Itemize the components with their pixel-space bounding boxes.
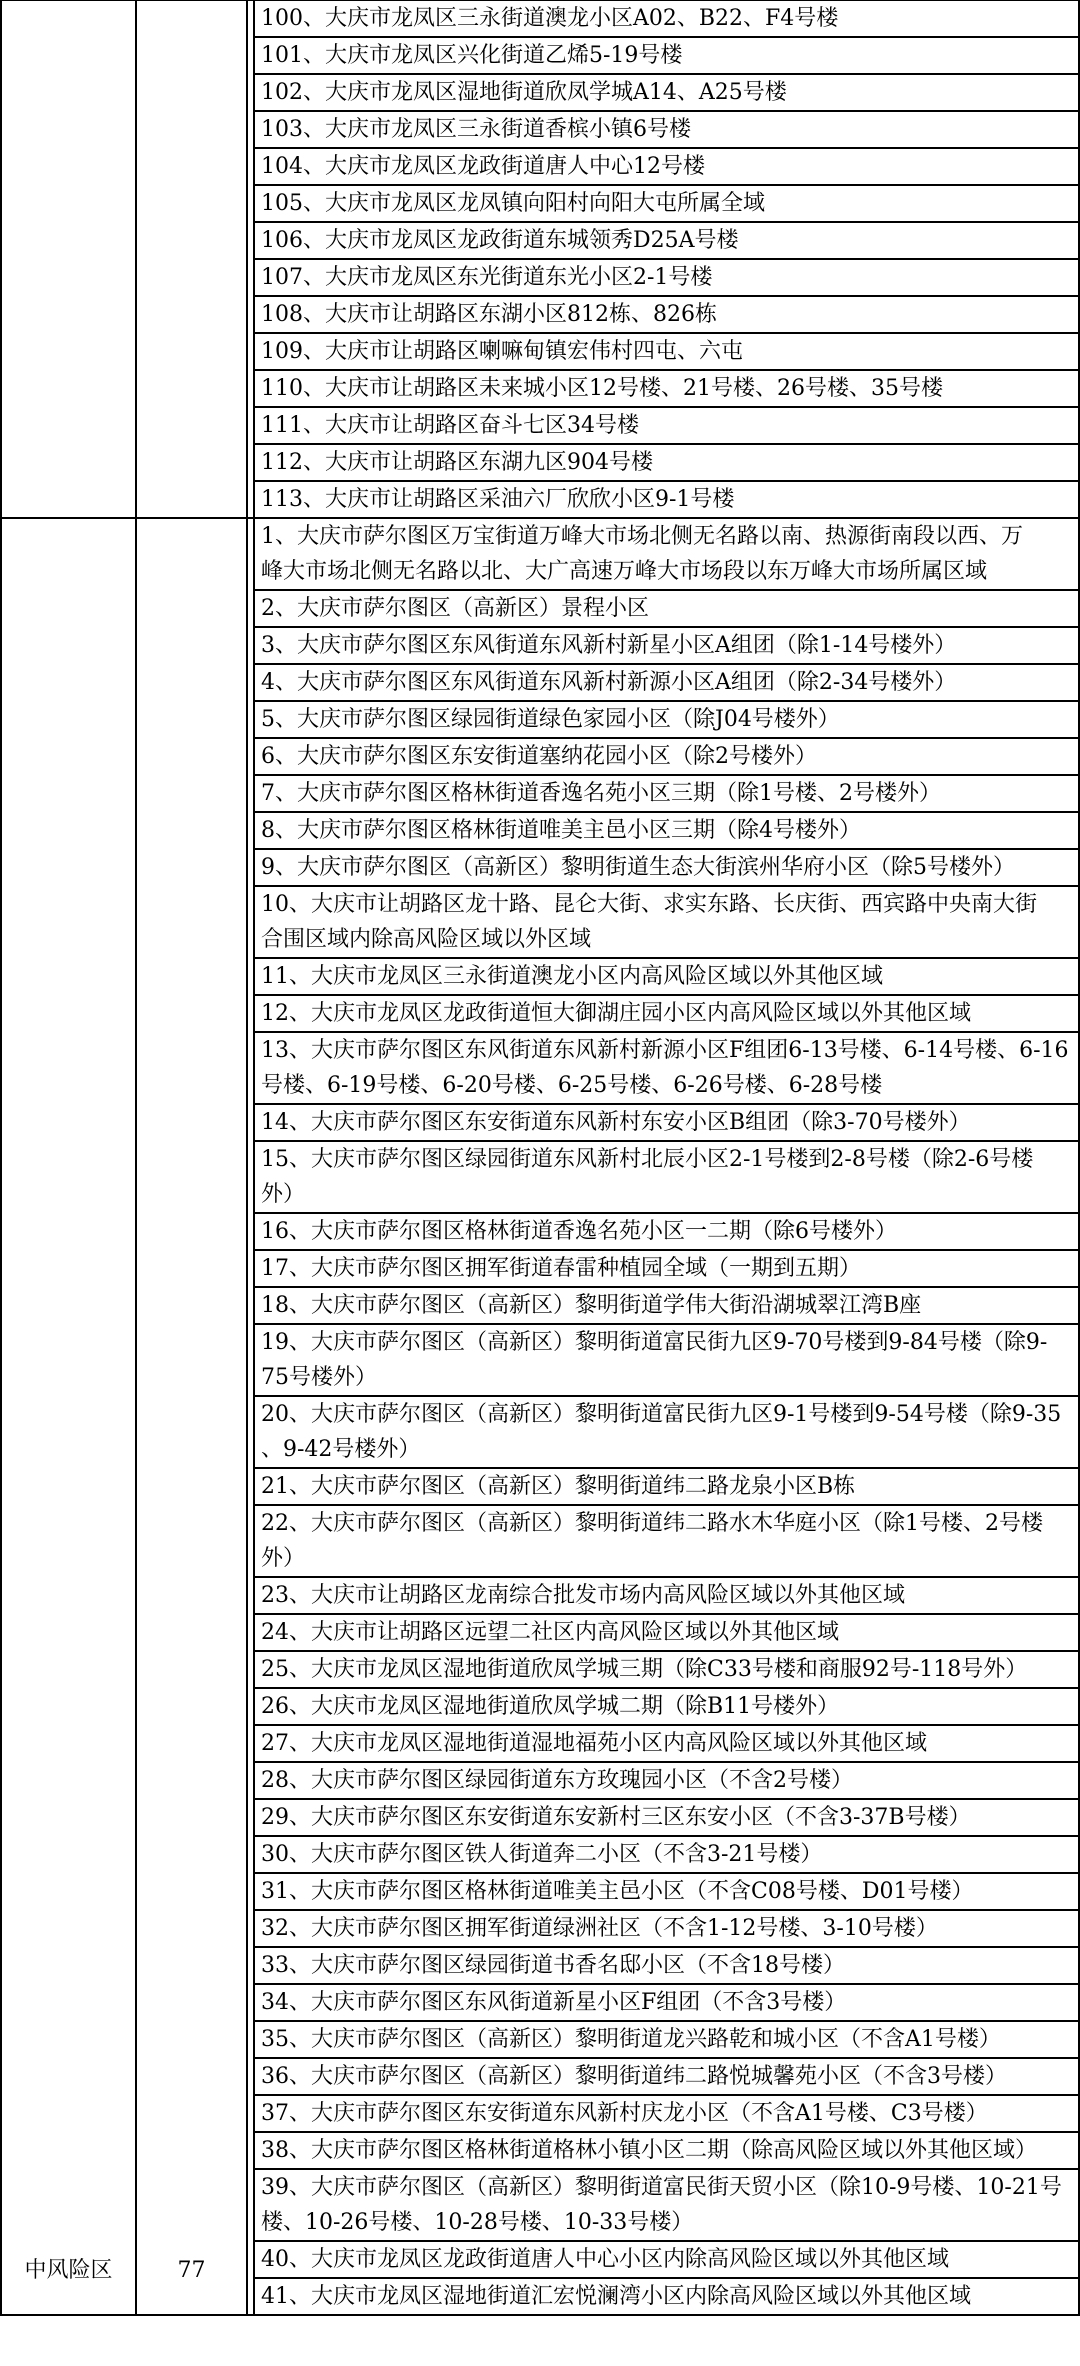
area-description-line: 37、大庆市萨尔图区东安街道东风新村庆龙小区（不含A1号楼、C3号楼） [261, 2101, 988, 2126]
area-description-cell [254, 1032, 1079, 1104]
area-description-line: 峰大市场北侧无名路以北、大广高速万峰大市场段以东万峰大市场所属区域 [261, 559, 988, 584]
area-description-line: 1、大庆市萨尔图区万宝街道万峰大市场北侧无名路以南、热源街南段以西、万 [261, 524, 1023, 549]
area-description-line: 107、大庆市龙凤区东光街道东光小区2-1号楼 [261, 265, 713, 290]
area-description-cell [254, 2278, 1079, 2315]
area-description-cell [254, 296, 1079, 333]
area-description-cell [254, 1213, 1079, 1250]
area-description-cell [254, 1947, 1079, 1984]
area-description-line: 4、大庆市萨尔图区东风街道东风新村新源小区A组团（除2-34号楼外） [261, 670, 957, 695]
area-description-line: 35、大庆市萨尔图区（高新区）黎明街道龙兴路乾和城小区（不含A1号楼） [261, 2027, 1001, 2052]
area-description-line: 30、大庆市萨尔图区铁人街道奔二小区（不含3-21号楼） [261, 1842, 823, 1867]
table-row [1, 518, 1079, 590]
area-description-cell [254, 1799, 1079, 1836]
area-description-cell [254, 1984, 1079, 2021]
area-description-cell [254, 849, 1079, 886]
area-description-line: 22、大庆市萨尔图区（高新区）黎明街道纬二路水木华庭小区（除1号楼、2号楼 [261, 1511, 1043, 1536]
risk-level-label: 中风险区 [24, 2258, 113, 2283]
area-description-line: 34、大庆市萨尔图区东风街道新星小区F组团（不含3号楼） [261, 1990, 847, 2015]
area-count-cell [136, 0, 247, 518]
area-description-line: 26、大庆市龙凤区湿地街道欣凤学城二期（除B11号楼外） [261, 1694, 840, 1719]
area-description-line: 17、大庆市萨尔图区拥军街道春雷种植园全域（一期到五期） [261, 1256, 861, 1281]
area-description-line: 、9-42号楼外） [261, 1437, 421, 1462]
area-description-cell [254, 259, 1079, 296]
area-description-line: 29、大庆市萨尔图区东安街道东安新村三区东安小区（不含3-37B号楼） [261, 1805, 971, 1830]
area-description-line: 33、大庆市萨尔图区绿园街道书香名邸小区（不含18号楼） [261, 1953, 845, 1978]
area-description-cell [254, 1104, 1079, 1141]
area-description-line: 111、大庆市让胡路区奋斗七区34号楼 [261, 413, 639, 438]
area-description-cell [254, 0, 1079, 37]
area-description-line: 104、大庆市龙凤区龙政街道唐人中心12号楼 [261, 154, 705, 179]
area-description-line: 15、大庆市萨尔图区绿园街道东风新村北辰小区2-1号楼到2-8号楼（除2-6号楼 [261, 1147, 1034, 1172]
risk-level-cell [1, 518, 136, 2315]
area-description-cell [254, 111, 1079, 148]
area-description-cell [254, 1324, 1079, 1396]
area-description-cell [254, 1141, 1079, 1213]
area-description-cell [254, 185, 1079, 222]
area-description-line: 24、大庆市让胡路区远望二社区内高风险区域以外其他区域 [261, 1620, 839, 1645]
area-description-line: 23、大庆市让胡路区龙南综合批发市场内高风险区域以外其他区域 [261, 1583, 905, 1608]
area-description-line: 101、大庆市龙凤区兴化街道乙烯5-19号楼 [261, 43, 683, 68]
area-description-line: 38、大庆市萨尔图区格林街道格林小镇小区二期（除高风险区域以外其他区域） [261, 2138, 1037, 2163]
area-description-cell [254, 1577, 1079, 1614]
area-description-cell [254, 664, 1079, 701]
area-description-line: 31、大庆市萨尔图区格林街道唯美主邑小区（不含C08号楼、D01号楼） [261, 1879, 974, 1904]
area-description-cell [254, 812, 1079, 849]
area-description-cell [254, 775, 1079, 812]
area-description-cell [254, 222, 1079, 259]
area-description-line: 6、大庆市萨尔图区东安街道塞纳花园小区（除2号楼外） [261, 744, 817, 769]
area-description-line: 11、大庆市龙凤区三永街道澳龙小区内高风险区域以外其他区域 [261, 964, 883, 989]
area-description-line: 2、大庆市萨尔图区（高新区）景程小区 [261, 596, 649, 621]
area-description-line: 41、大庆市龙凤区湿地街道汇宏悦澜湾小区内除高风险区域以外其他区域 [261, 2284, 971, 2309]
area-description-cell [254, 1762, 1079, 1799]
area-description-line: 106、大庆市龙凤区龙政街道东城领秀D25A号楼 [261, 228, 739, 253]
area-description-cell [254, 2241, 1079, 2278]
spacer-cell [247, 0, 254, 518]
area-description-line: 19、大庆市萨尔图区（高新区）黎明街道富民街九区9-70号楼到9-84号楼（除9- [261, 1330, 1048, 1355]
area-description-cell [254, 1725, 1079, 1762]
area-description-line: 合围区域内除高风险区域以外区域 [261, 927, 592, 952]
area-description-line: 75号楼外） [261, 1365, 377, 1390]
area-description-cell [254, 995, 1079, 1032]
area-description-line: 外） [261, 1546, 306, 1571]
area-description-cell [254, 2021, 1079, 2058]
area-description-line: 25、大庆市龙凤区湿地街道欣凤学城三期（除C33号楼和商服92号-118号外） [261, 1657, 1028, 1682]
area-description-line: 105、大庆市龙凤区龙凤镇向阳村向阳大屯所属全域 [261, 191, 765, 216]
area-description-cell [254, 1287, 1079, 1324]
area-description-line: 12、大庆市龙凤区龙政街道恒大御湖庄园小区内高风险区域以外其他区域 [261, 1001, 971, 1026]
area-description-cell [254, 2132, 1079, 2169]
area-description-cell [254, 481, 1079, 518]
area-description-cell [254, 1468, 1079, 1505]
area-description-cell [254, 407, 1079, 444]
area-description-line: 3、大庆市萨尔图区东风街道东风新村新星小区A组团（除1-14号楼外） [261, 633, 957, 658]
area-description-line: 13、大庆市萨尔图区东风街道东风新村新源小区F组团6-13号楼、6-14号楼、6-16 [261, 1038, 1069, 1063]
area-description-line: 28、大庆市萨尔图区绿园街道东方玫瑰园小区（不含2号楼） [261, 1768, 853, 1793]
area-description-line: 32、大庆市萨尔图区拥军街道绿洲社区（不含1-12号楼、3-10号楼） [261, 1916, 938, 1941]
area-description-line: 楼、10-26号楼、10-28号楼、10-33号楼） [261, 2210, 694, 2235]
area-description-cell [254, 627, 1079, 664]
area-description-cell [254, 148, 1079, 185]
area-description-cell [254, 701, 1079, 738]
area-description-line: 14、大庆市萨尔图区东安街道东风新村东安小区B组团（除3-70号楼外） [261, 1110, 971, 1135]
area-description-cell [254, 1910, 1079, 1947]
area-description-line: 103、大庆市龙凤区三永街道香槟小镇6号楼 [261, 117, 691, 142]
area-description-line: 102、大庆市龙凤区湿地街道欣凤学城A14、A25号楼 [261, 80, 787, 105]
area-description-line: 20、大庆市萨尔图区（高新区）黎明街道富民街九区9-1号楼到9-54号楼（除9-35 [261, 1402, 1062, 1427]
area-description-line: 39、大庆市萨尔图区（高新区）黎明街道富民街天贸小区（除10-9号楼、10-21号 [261, 2175, 1062, 2200]
area-description-line: 10、大庆市让胡路区龙十路、昆仑大街、求实东路、长庆街、西宾路中央南大街 [261, 892, 1037, 917]
area-description-cell [254, 2058, 1079, 2095]
area-description-line: 110、大庆市让胡路区未来城小区12号楼、21号楼、26号楼、35号楼 [261, 376, 943, 401]
area-description-line: 8、大庆市萨尔图区格林街道唯美主邑小区三期（除4号楼外） [261, 818, 861, 843]
area-description-cell [254, 2169, 1079, 2241]
area-description-line: 112、大庆市让胡路区东湖九区904号楼 [261, 450, 653, 475]
area-description-line: 21、大庆市萨尔图区（高新区）黎明街道纬二路龙泉小区B栋 [261, 1474, 856, 1499]
area-description-cell [254, 590, 1079, 627]
area-description-cell [254, 886, 1079, 958]
area-count-value: 77 [177, 2258, 206, 2283]
area-description-line: 18、大庆市萨尔图区（高新区）黎明街道学伟大街沿湖城翠江湾B座 [261, 1293, 922, 1318]
area-description-line: 109、大庆市让胡路区喇嘛甸镇宏伟村四屯、六屯 [261, 339, 743, 364]
area-description-line: 5、大庆市萨尔图区绿园街道绿色家园小区（除J04号楼外） [261, 707, 840, 732]
area-description-line: 9、大庆市萨尔图区（高新区）黎明街道生态大街滨州华府小区（除5号楼外） [261, 855, 1015, 880]
area-description-cell [254, 2095, 1079, 2132]
area-description-cell [254, 1688, 1079, 1725]
area-description-line: 113、大庆市让胡路区采油六厂欣欣小区9-1号楼 [261, 487, 735, 512]
area-description-cell [254, 1505, 1079, 1577]
area-description-cell [254, 37, 1079, 74]
area-description-cell [254, 518, 1079, 590]
area-description-cell [254, 1396, 1079, 1468]
area-description-line: 40、大庆市龙凤区龙政街道唐人中心小区内除高风险区域以外其他区域 [261, 2247, 949, 2272]
area-description-line: 36、大庆市萨尔图区（高新区）黎明街道纬二路悦城馨苑小区（不含3号楼） [261, 2064, 1007, 2089]
area-description-cell [254, 1873, 1079, 1910]
area-description-line: 外） [261, 1182, 306, 1207]
area-description-line: 108、大庆市让胡路区东湖小区812栋、826栋 [261, 302, 717, 327]
area-description-cell [254, 738, 1079, 775]
area-description-cell [254, 74, 1079, 111]
area-description-line: 7、大庆市萨尔图区格林街道香逸名苑小区三期（除1号楼、2号楼外） [261, 781, 941, 806]
spacer-cell [247, 518, 254, 2315]
area-description-line: 27、大庆市龙凤区湿地街道湿地福苑小区内高风险区域以外其他区域 [261, 1731, 927, 1756]
area-count-cell [136, 518, 247, 2315]
area-description-cell [254, 1614, 1079, 1651]
area-description-cell [254, 370, 1079, 407]
area-description-cell [254, 958, 1079, 995]
area-description-cell [254, 333, 1079, 370]
risk-level-cell [1, 0, 136, 518]
table-row [1, 0, 1079, 37]
area-description-line: 16、大庆市萨尔图区格林街道香逸名苑小区一二期（除6号楼外） [261, 1219, 897, 1244]
area-description-line: 100、大庆市龙凤区三永街道澳龙小区A02、B22、F4号楼 [261, 6, 839, 31]
area-description-cell [254, 1651, 1079, 1688]
area-description-cell [254, 1250, 1079, 1287]
area-description-cell [254, 444, 1079, 481]
area-description-cell [254, 1836, 1079, 1873]
area-description-line: 号楼、6-19号楼、6-20号楼、6-25号楼、6-26号楼、6-28号楼 [261, 1073, 883, 1098]
